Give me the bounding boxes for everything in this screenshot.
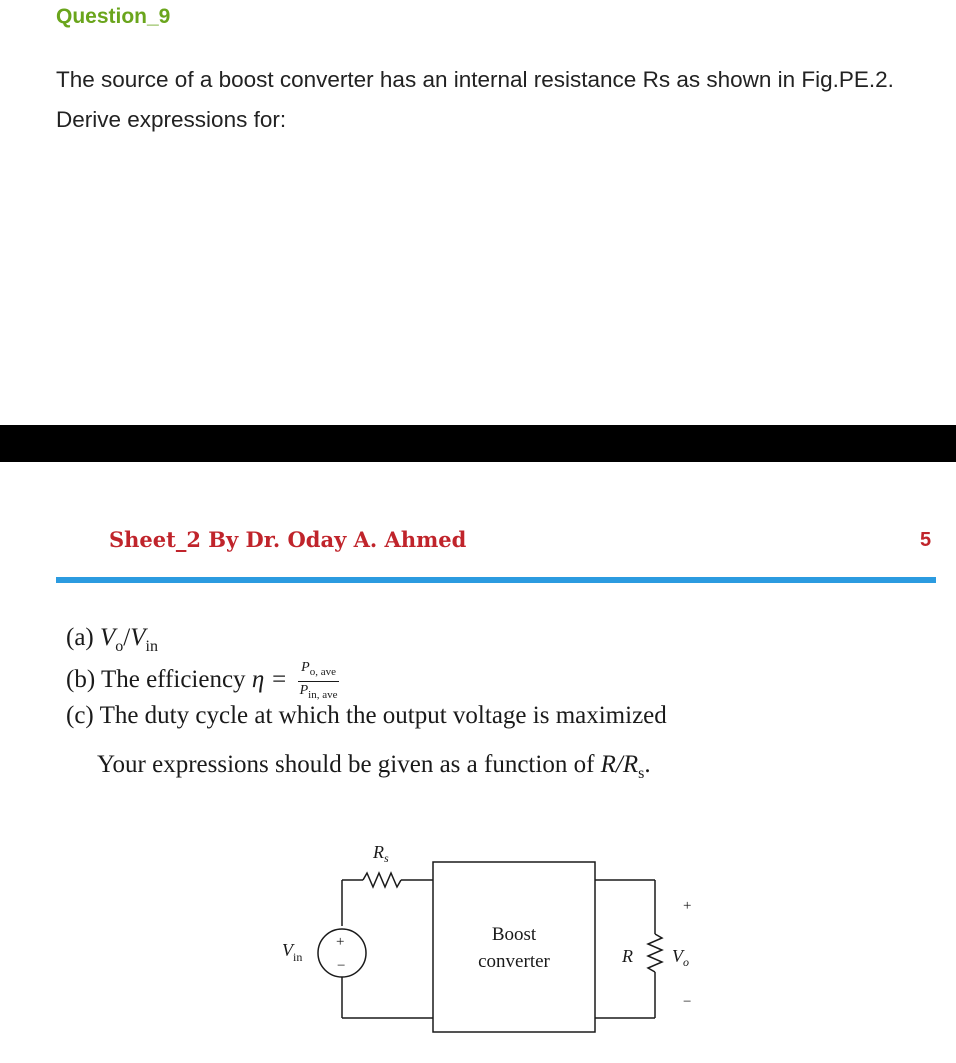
denominator-p: P [299, 682, 309, 698]
page-number: 5 [920, 529, 932, 551]
item-c-label: (c) [66, 702, 94, 729]
numerator-p: P [301, 660, 310, 675]
vin-subscript: in [145, 638, 158, 655]
note-ratio-subscript: s [638, 765, 645, 782]
sheet-header: Sheet_2 By Dr. Oday A. Ahmed [109, 527, 467, 552]
boost-converter-circuit [260, 830, 720, 1045]
question-title: Question_9 [56, 5, 171, 28]
header-divider [56, 577, 936, 583]
denominator-subscript: in, ave [308, 688, 338, 701]
item-b [66, 660, 339, 703]
item-a-label: (a) [66, 624, 94, 651]
rs-label: $R_s$ [373, 842, 389, 865]
vin-symbol: V [130, 624, 146, 651]
item-b-label: (b) [66, 666, 96, 694]
question-text: The source of a boost converter has an internal resistance Rs as shown in Fig.PE.2. Derive expressions for: [56, 67, 894, 132]
load-label: R [622, 946, 633, 966]
boost-converter-box [433, 862, 595, 1032]
note-text: Your expressions should be given as a function of [97, 751, 601, 778]
output-plus-sign: + [683, 898, 692, 914]
box-label-line2: converter [478, 951, 550, 972]
slash: / [123, 624, 131, 651]
vo-symbol: V [100, 624, 116, 651]
efficiency-fraction [298, 660, 340, 703]
item-c [66, 702, 667, 730]
instruction-note [97, 751, 651, 783]
vo-subscript: o [115, 638, 124, 655]
box-label-line1: Boost [491, 924, 537, 945]
source-minus-sign: − [337, 958, 346, 974]
rs-resistor [363, 873, 401, 887]
item-c-text: The duty cycle at which the output voltage is maximized [99, 702, 667, 729]
note-ratio: R/R [600, 751, 639, 778]
load-resistor [648, 934, 662, 972]
output-minus-sign: − [683, 994, 692, 1010]
page-separator-bar [0, 425, 956, 462]
vo-label: $V_o$ [672, 946, 689, 969]
item-a [66, 624, 158, 656]
note-end: . [644, 751, 651, 778]
vin-label: $V_{in}$ [282, 940, 303, 964]
numerator-subscript: o, ave [309, 665, 336, 678]
source-plus-sign: + [336, 934, 345, 950]
item-b-text: The efficiency [100, 666, 246, 694]
eta-symbol: η = [251, 666, 288, 694]
